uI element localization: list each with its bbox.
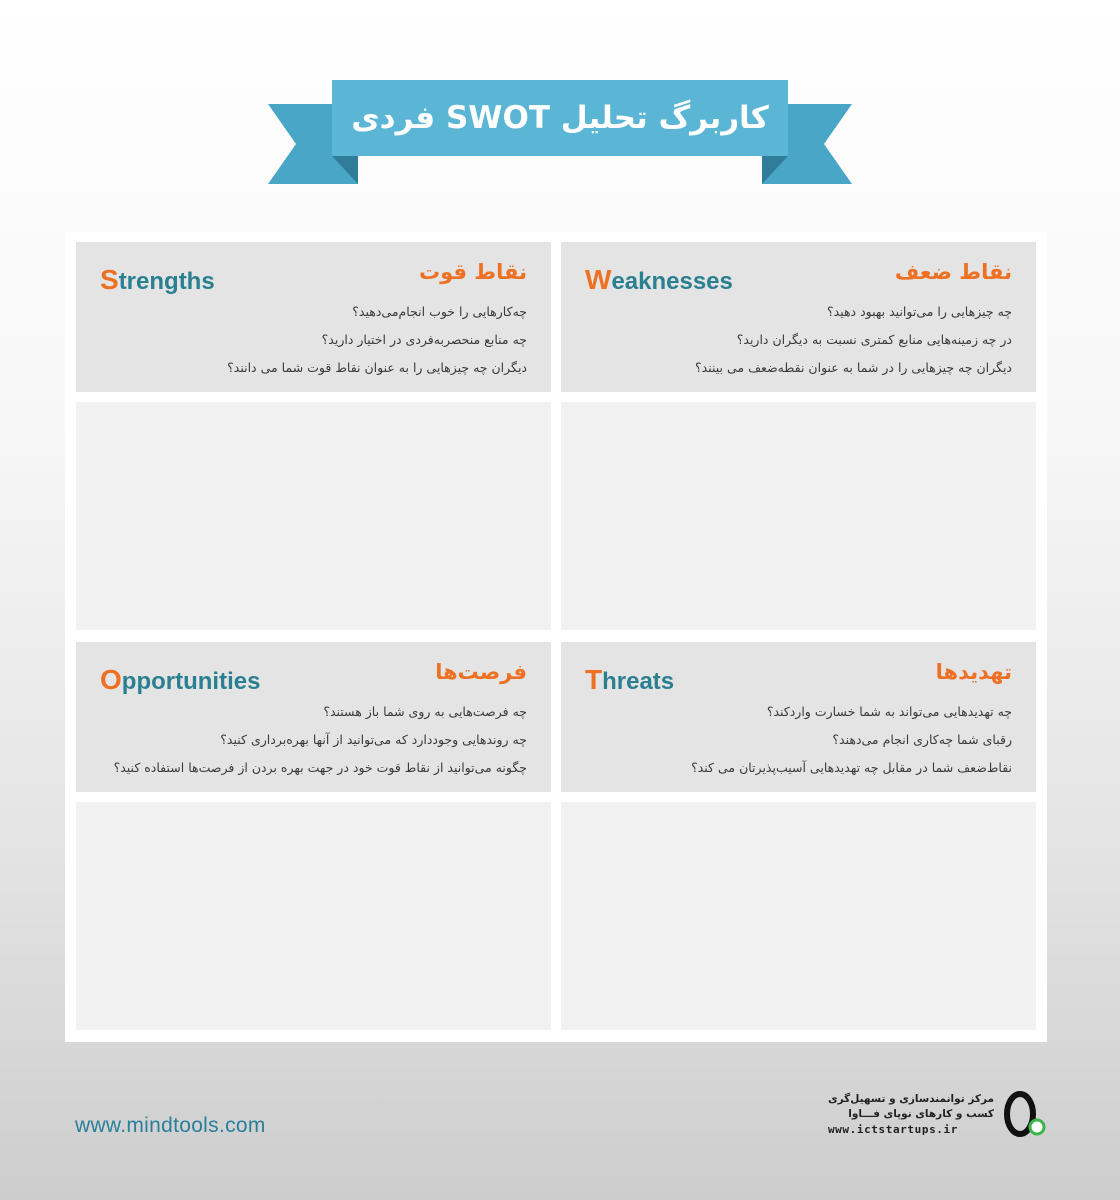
strengths-header [76,242,551,392]
brand-text [828,1092,994,1138]
strengths-title-en: Strengths [100,264,215,295]
question-item: چگونه می‌توانید از نقاط قوت خود در جهت بهره بردن از فرصت‌ها استفاده کنید؟ [113,760,527,775]
weaknesses-header [561,242,1036,392]
strengths-answer-area[interactable] [76,402,551,630]
opportunities-questions [97,698,527,782]
weaknesses-title-fa: نقاط ضعف [894,260,1012,284]
question-item: دیگران چه چیزهایی را به عنوان نقاط قوت شما می دانند؟ [227,360,527,375]
threats-header [561,642,1036,792]
brand-name-line2: کسب و کارهای نوپای فـــاوا [848,1108,994,1120]
ictstartups-brand [828,1085,1048,1145]
question-item: نقاط‌ضعف شما در مقابل چه تهدیدهایی آسیب‌پذیرتان می کند؟ [691,760,1012,775]
opportunities-answer-area[interactable] [76,802,551,1030]
worksheet-title: کاربرگ تحلیل SWOT فردی [351,100,769,136]
strengths-title-fa: نقاط قوت [418,260,527,284]
question-item: در چه زمینه‌هایی منابع کمتری نسبت به دیگران دارید؟ [736,332,1012,347]
title-ribbon [266,80,854,186]
weaknesses-answer-area[interactable] [561,402,1036,630]
opportunities-header [76,642,551,792]
opportunities-title-fa: فرصت‌ها [435,660,527,684]
threats-answer-area[interactable] [561,802,1036,1030]
question-item: چه منابع منحصربه‌فردی در اختیار دارید؟ [321,332,527,347]
weaknesses-title-en: Weaknesses [585,264,733,295]
question-item: رقبای شما چه‌کاری انجام می‌دهند؟ [832,732,1012,747]
question-item: چه فرصت‌هایی به روی شما باز هستند؟ [323,704,527,719]
brand-url[interactable]: www.ictstartups.ir [827,1123,958,1136]
question-item: چه روندهایی وجوددارد که می‌توانید از آنها بهره‌برداری کنید؟ [220,732,527,747]
threats-title-en: Threats [585,664,675,695]
strengths-questions [97,298,527,382]
question-item: چه چیزهایی را می‌توانید بهبود دهید؟ [827,304,1012,319]
brand-name-line1: مرکز توانمندسازی و تسهیل‌گری [827,1093,994,1105]
question-item: چه تهدیدهایی می‌تواند به شما خسارت واردکند؟ [766,704,1012,719]
question-item: چه‌کارهایی را خوب انجام‌می‌دهید؟ [352,304,527,319]
weaknesses-questions [582,298,1012,382]
question-item: دیگران چه چیزهایی را در شما به عنوان نقطه‌ضعف می بینند؟ [695,360,1012,375]
threats-questions [582,698,1012,782]
mindtools-link[interactable]: www.mindtools.com [75,1114,266,1137]
ictstartups-logo-icon [1002,1089,1048,1141]
opportunities-title-en: Opportunities [100,664,261,695]
threats-title-fa: تهدیدها [935,660,1012,684]
swot-worksheet [65,232,1047,1042]
